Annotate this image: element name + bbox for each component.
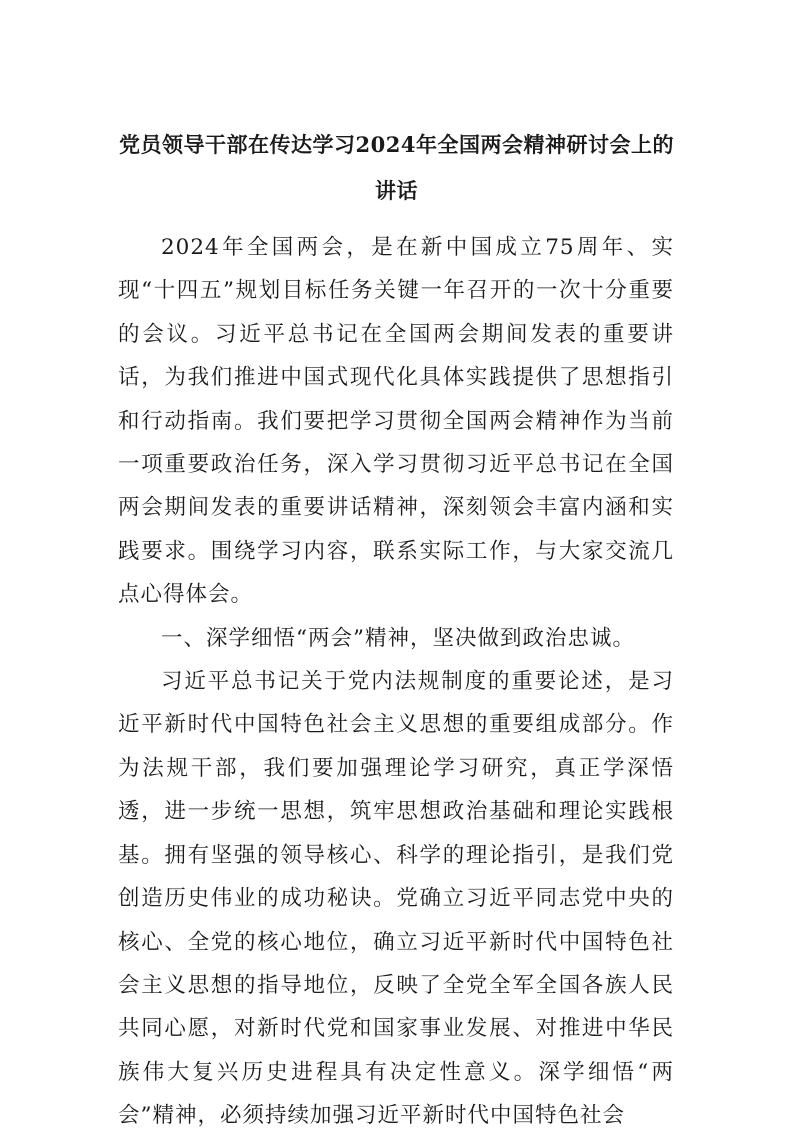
paragraph-section-1: 习近平总书记关于党内法规制度的重要论述，是习近平新时代中国特色社会主义思想的重要组成部分。作为法规干部，我们要加强理论学习研究，真正学深悟透，进一步统一思想，筑牢思想政治基础和理论实践根基。拥有坚强的领导核心、科学的理论指引，是我们党创造历史伟业的成功秘诀。党确立习近平同志党中央的核心、全党的核心地位，确立习近平新时代中国特色社会主义思想的指导地位，反映了全党全军全国各族人民共同心愿，对新时代党和国家事业发展、对推进中华民族伟大复兴历史进程具有决定性意义。深学细悟“两会”精神，必须持续加强习近平新时代中国特色社会 [118, 669, 674, 1129]
title-line-1: 党员领导干部在传达学习2024年全国两会精神研讨会上的 [119, 132, 674, 157]
document-title [110, 122, 683, 214]
document-body [118, 226, 674, 1138]
title-line-2: 讲话 [375, 178, 418, 203]
paragraph-intro: 2024年全国两会，是在新中国成立75周年、实现“十四五”规划目标任务关键一年召开的一次十分重要的会议。习近平总书记在全国两会期间发表的重要讲话，为我们推进中国式现代化具体实践提供了思想指引和行动指南。我们要把学习贯彻全国两会精神作为当前一项重要政治任务，深入学习贯彻习近平总书记在全国两会期间发表的重要讲话精神，深刻领会丰富内涵和实践要求。围绕学习内容，联系实际工作，与大家交流几点心得体会。 [118, 235, 674, 608]
section-heading-1: 一、深学细悟“两会”精神，坚决做到政治忠诚。 [161, 625, 635, 651]
